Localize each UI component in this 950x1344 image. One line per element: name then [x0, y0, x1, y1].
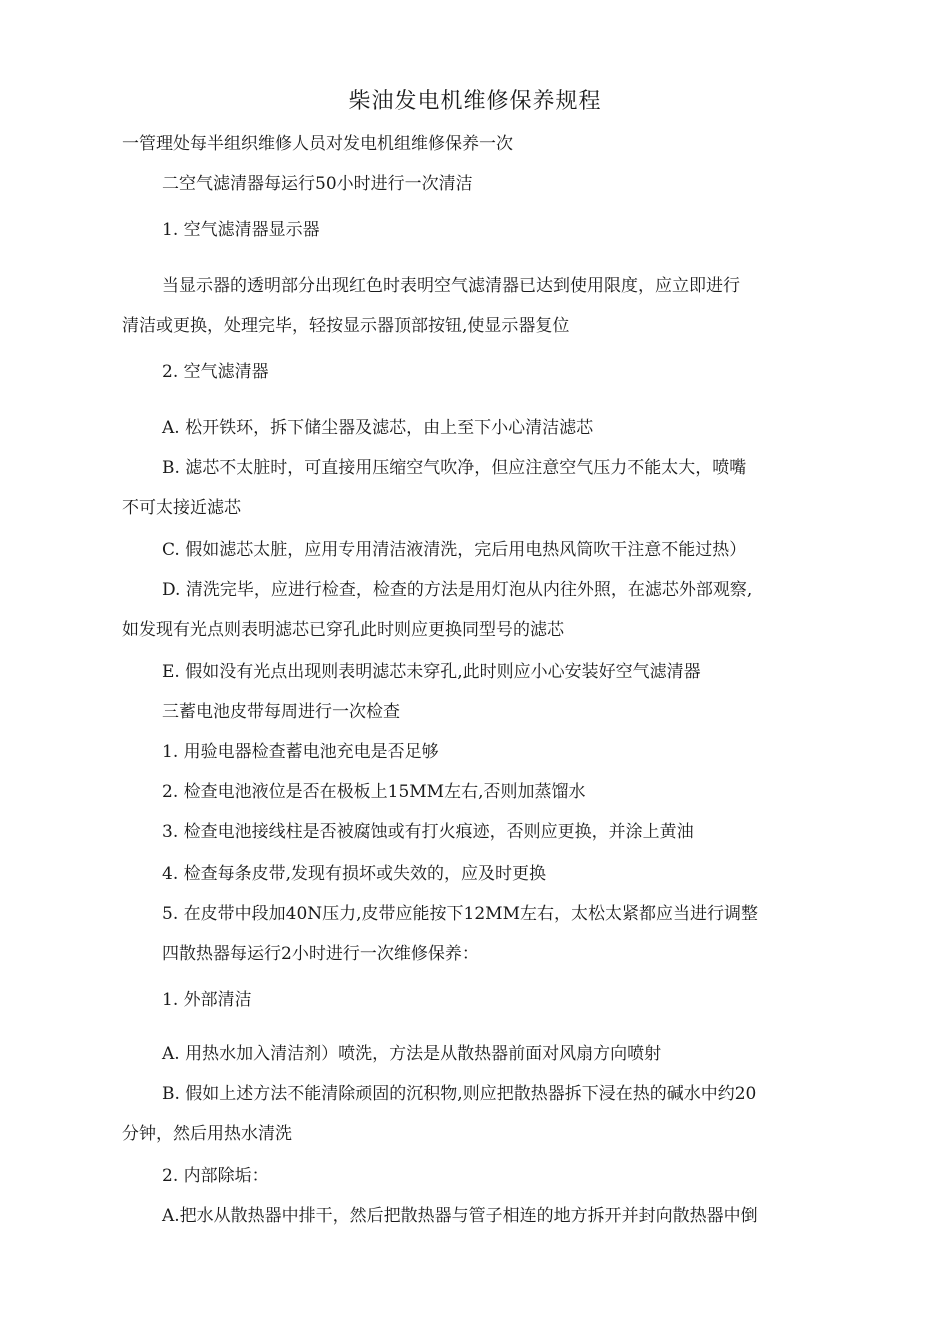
text-line: 1. 空气滤清器显示器 [162, 220, 320, 240]
text-line: 分钟，然后用热水清洗 [122, 1124, 292, 1144]
text-line: 当显示器的透明部分出现红色时表明空气滤清器已达到使用限度，应立即进行 [162, 276, 740, 296]
text-line: 1. 用验电器检查蓄电池充电是否足够 [162, 742, 439, 762]
text-line: 5. 在皮带中段加40N压力,皮带应能按下12MM左右，太松太紧都应当进行调整 [162, 904, 758, 924]
document-title: 柴油发电机维修保养规程 [348, 89, 602, 114]
text-line: 清洁或更换，处理完毕，轻按显示器顶部按钮,使显示器复位 [122, 316, 570, 336]
text-line: 一管理处每半组织维修人员对发电机组维修保养一次 [122, 134, 513, 154]
text-line: E. 假如没有光点出现则表明滤芯未穿孔,此时则应小心安装好空气滤清器 [162, 662, 701, 682]
text-line: D. 清洗完毕，应进行检查，检查的方法是用灯泡从内往外照，在滤芯外部观察, [162, 580, 753, 600]
text-line: 2. 检查电池液位是否在极板上15MM左右,否则加蒸馏水 [162, 782, 586, 802]
text-line: 如发现有光点则表明滤芯已穿孔此时则应更换同型号的滤芯 [122, 620, 564, 640]
text-line: 三蓄电池皮带每周进行一次检查 [162, 702, 400, 722]
text-line: B. 滤芯不太脏时，可直接用压缩空气吹净，但应注意空气压力不能太大，喷嘴 [162, 458, 747, 478]
text-line: A. 用热水加入清洁剂）喷洗，方法是从散热器前面对风扇方向喷射 [162, 1044, 662, 1064]
text-line: C. 假如滤芯太脏，应用专用清洁液清洗，完后用电热风筒吹干注意不能过热） [162, 540, 747, 560]
text-line: 不可太接近滤芯 [122, 498, 241, 518]
text-line: A. 松开铁环，拆下储尘器及滤芯，由上至下小心清洁滤芯 [162, 418, 594, 438]
text-line: 2. 空气滤清器 [162, 362, 269, 382]
text-line: B. 假如上述方法不能清除顽固的沉积物,则应把散热器拆下浸在热的碱水中约20 [162, 1084, 757, 1104]
text-line: 3. 检查电池接线柱是否被腐蚀或有打火痕迹，否则应更换，并涂上黄油 [162, 822, 694, 842]
text-line: 4. 检查每条皮带,发现有损坏或失效的，应及时更换 [162, 864, 547, 884]
text-line: 2. 内部除垢： [162, 1166, 269, 1186]
text-line: 二空气滤清器每运行50小时进行一次清洁 [162, 174, 473, 194]
text-line: A.把水从散热器中排干，然后把散热器与管子相连的地方拆开并封向散热器中倒 [162, 1206, 758, 1226]
text-line: 1. 外部清洁 [162, 990, 252, 1010]
text-line: 四散热器每运行2小时进行一次维修保养： [162, 944, 479, 964]
